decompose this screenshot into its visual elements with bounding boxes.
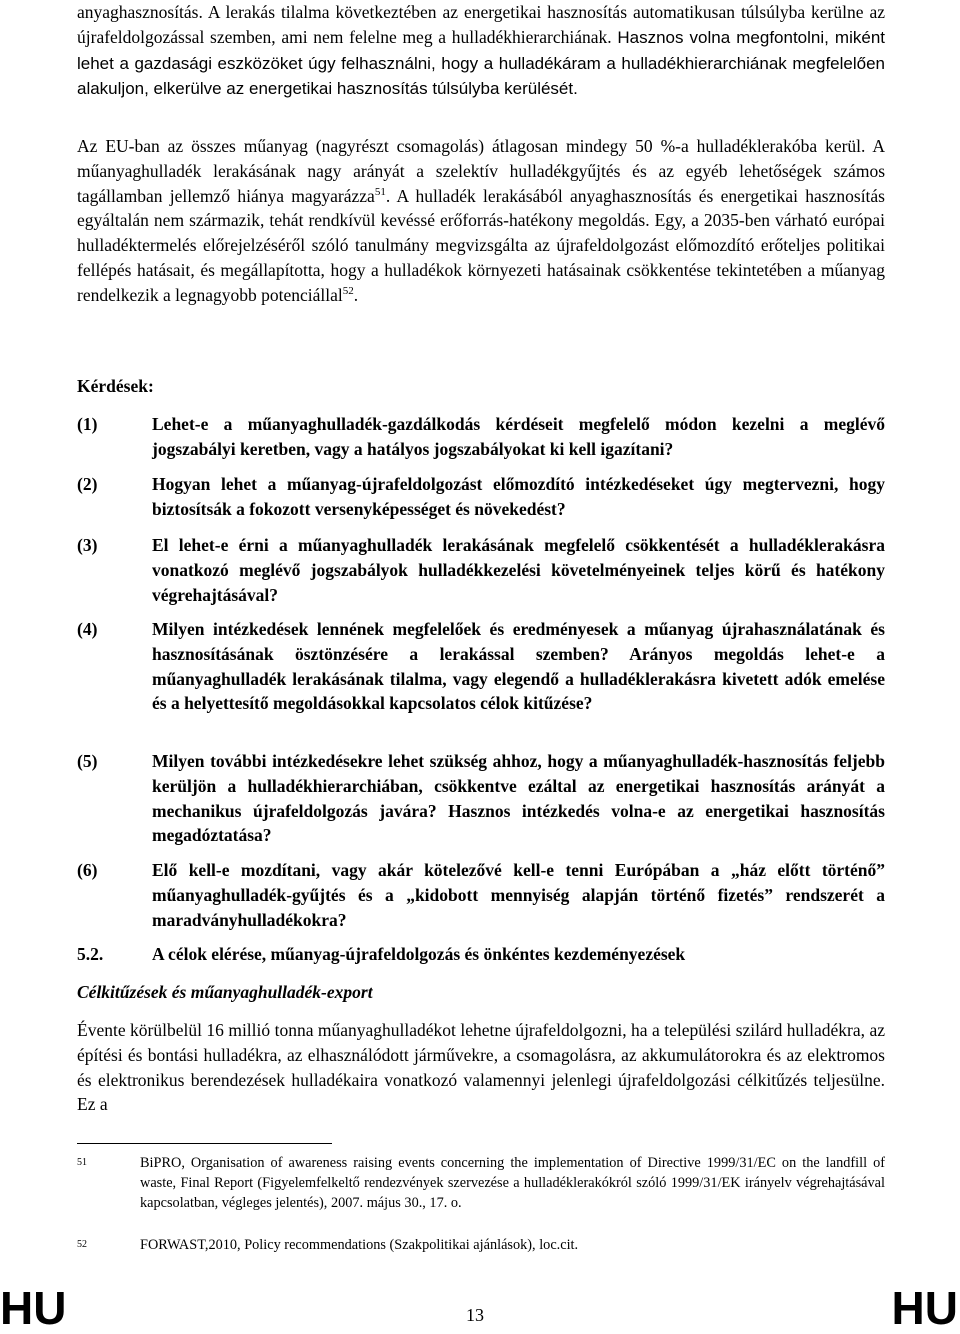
footnote-text: FORWAST,2010, Policy recommendations (Szakpolitikai ajánlások), loc.cit.: [140, 1237, 579, 1253]
paragraph-2-part-c: .: [353, 284, 359, 305]
paragraph-2: [77, 134, 885, 308]
question-text: Milyen intézkedések lennének megfelelőek és eredményesek a műanyag újrahasználatának és hasznosításának ösztönzésére a lerakással szemben? Arányos megoldás lehet-e a műanyaghulladék lerakásának tilalma, vagy elegendő a hulladéklerakásra kivetett adók emelése és a helyettesítő megoldásokkal kapcsolatos célok kitűzése?: [152, 619, 885, 714]
question-number: (5): [77, 751, 98, 771]
question-item: [77, 749, 885, 848]
language-code-left: HU: [0, 1282, 67, 1334]
section-number: 5.2.: [77, 944, 104, 964]
page-number: 13: [466, 1305, 484, 1325]
question-number: (1): [77, 414, 98, 434]
footnote-ref-51[interactable]: 51: [374, 185, 386, 198]
question-item: [77, 858, 885, 932]
footnote-text: BiPRO, Organisation of awareness raising events concerning the implementation of Directive 1999/31/EC on the landfill of waste, Final Report (Figyelemfelkeltő rendezvények szervezése a hulladéklerakókról szóló 1999/31/EK irányelv végrehajtásával kapcsolatban, végleges jelentés), 2007. május 30., 17. o.: [140, 1155, 885, 1211]
language-code-right: HU: [891, 1282, 958, 1334]
paragraph-1-part-a: anyaghasznosítás. A lerakás tilalma következtében az energetikai hasznosítás automatikusan túlsúlyba kerülne az újrafeldolgozással szemben, ami nem felelne meg a hulladékhierarchiának.: [77, 2, 885, 47]
section-title: A célok elérése, műanyag-újrafeldolgozás és önkéntes kezdeményezések: [152, 944, 686, 964]
question-number: (6): [77, 860, 98, 880]
question-number: (2): [77, 474, 98, 494]
footnote-number: 51: [77, 1157, 87, 1168]
question-item: [77, 533, 885, 607]
question-text: Lehet-e a műanyaghulladék-gazdálkodás kérdéseit megfelelő módon kezelni a meglévő jogszabályi keretben, vagy a hatályos jogszabályokat ki kell igazítani?: [152, 414, 885, 459]
question-text: El lehet-e érni a műanyaghulladék lerakásának megfelelő csökkentését a hulladéklerakásra vonatkozó meglévő jogszabályok hulladékkezelési követelményeinek teljes körű és hatékony végrehajtásával?: [152, 535, 885, 605]
questions-heading: Kérdések:: [77, 376, 154, 396]
footnote-51: [77, 1153, 885, 1213]
question-item: [77, 412, 885, 462]
paragraph-2-part-a: Az EU-ban az összes műanyag (nagyrészt csomagolás) átlagosan mindegy 50 %-a hulladéklerakóba kerül. A műanyaghulladék lerakásának nagy arányát a szelektív hulladékgyűjtés és az egyéb lehetőségek számos tagállamban jellemző hiánya magyarázza: [77, 136, 885, 206]
subsection-title: Célkitűzések és műanyaghulladék-export: [77, 982, 373, 1002]
question-text: Elő kell-e mozdítani, vagy akár kötelezővé kell-e tenni Európában a „ház előtt történő” műanyaghulladék-gyűjtés és a „kidobott mennyiség alapján történő fizetés” rendszerét a maradványhulladékokra?: [152, 860, 885, 930]
question-number: (3): [77, 535, 98, 555]
footnote-separator: [77, 1143, 332, 1144]
footnote-ref-52[interactable]: 52: [342, 284, 354, 297]
paragraph-3: Évente körülbelül 16 millió tonna műanyaghulladékot lehetne újrafeldolgozni, ha a települési szilárd hulladékra, az építési és bontási hulladékra, az elhasználódott járművekre, a csomagolásra, az akkumulátorokra és az elektromos és elektronikus berendezések hulladékaira vonatkozó valamennyi jelenlegi újrafeldolgozási célkitűzés teljesülne. Ez a: [77, 1020, 885, 1115]
footnote-number: 52: [77, 1239, 87, 1250]
paragraph-1-part-b: Hasznos volna megfontolni, miként lehet a gazdasági eszközöket úgy felhasználni, hogy a hulladékáram a hulladékhierarchiának megfelelően alakuljon, elkerülve az energetikai hasznosítás túlsúlyba kerülését.: [77, 27, 885, 99]
paragraph-1: [77, 0, 885, 102]
question-item: [77, 472, 885, 522]
footnote-52: [77, 1235, 885, 1255]
paragraph-2-part-b: . A hulladék lerakásából anyaghasznosítás és energetikai hasznosítás egyáltalán nem származik, tehát rendkívül kevéssé erőforrás-hatékony megoldás. Egy, a 2035-ben várható európai hulladéktermelés előrejelzéséről szóló tanulmány megvizsgálta az újrafeldolgozást előmozdító erőteljes politikai fellépés hatásait, és megállapította, hogy a hulladékok környezeti hatásainak csökkentése tekintetében a műanyag rendelkezik a legnagyobb potenciállal: [77, 185, 885, 305]
question-number: (4): [77, 619, 98, 639]
question-text: Hogyan lehet a műanyag-újrafeldolgozást előmozdító intézkedéseket úgy megtervezni, hogy biztosítsák a fokozott versenyképességet és növekedést?: [152, 474, 885, 519]
section-heading: [77, 942, 885, 967]
question-text: Milyen további intézkedésekre lehet szükség ahhoz, hogy a műanyaghulladék-hasznosítás feljebb kerüljön a hulladékhierarchiában, csökkentve ezáltal az energetikai hasznosítás arányát a mechanikus újrafeldolgozás javára? Hasznos intézkedés volna-e az energetikai hasznosítás megadóztatása?: [152, 751, 885, 846]
question-item: [77, 617, 885, 716]
